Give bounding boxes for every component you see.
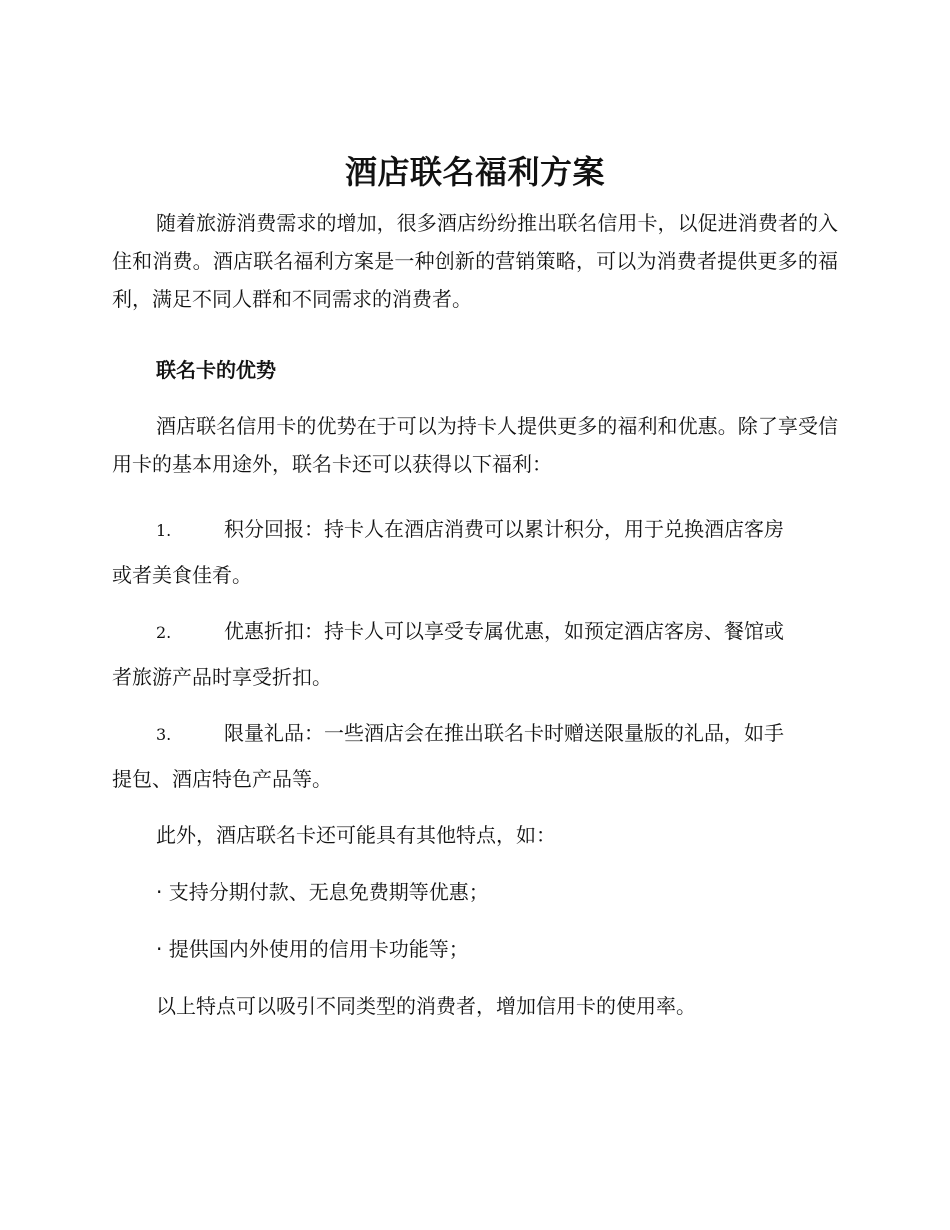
feature-bullet: · 支持分期付款、无息免费期等优惠； [156,880,489,904]
feature-bullet: · 提供国内外使用的信用卡功能等； [156,937,469,961]
section-intro-paragraph: 酒店联名信用卡的优势在于可以为持卡人提供更多的福利和优惠。除了享受信用卡的基本用途外，联名卡还可以获得以下福利： [112,414,838,476]
list-item [112,711,838,802]
list-text-line: 优惠折扣：持卡人可以享受专属优惠，如预定酒店客房、餐馆或 [224,619,784,643]
list-item [112,609,838,700]
list-text-line: 限量礼品：一些酒店会在推出联名卡时赠送限量版的礼品，如手 [224,721,784,745]
other-features-intro: 此外，酒店联名卡还可能具有其他特点，如： [156,823,556,847]
list-text-line: 积分回报：持卡人在酒店消费可以累计积分，用于兑换酒店客房 [224,517,784,541]
list-number: 3. [156,725,172,744]
document-title: 酒店联名福利方案 [344,153,605,191]
conclusion-paragraph: 以上特点可以吸引不同类型的消费者，增加信用卡的使用率。 [156,994,696,1018]
list-text-continuation: 或者美食佳肴。 [112,563,252,587]
section-heading: 联名卡的优势 [156,358,276,382]
list-text-continuation: 提包、酒店特色产品等。 [112,767,332,791]
intro-paragraph: 随着旅游消费需求的增加，很多酒店纷纷推出联名信用卡，以促进消费者的入住和消费。酒店联名福利方案是一种创新的营销策略，可以为消费者提供更多的福利，满足不同人群和不同需求的消费者。 [112,211,838,311]
list-text-continuation: 者旅游产品时享受折扣。 [112,665,332,689]
list-number: 2. [156,623,172,642]
list-item [112,507,838,598]
list-number: 1. [156,521,172,540]
